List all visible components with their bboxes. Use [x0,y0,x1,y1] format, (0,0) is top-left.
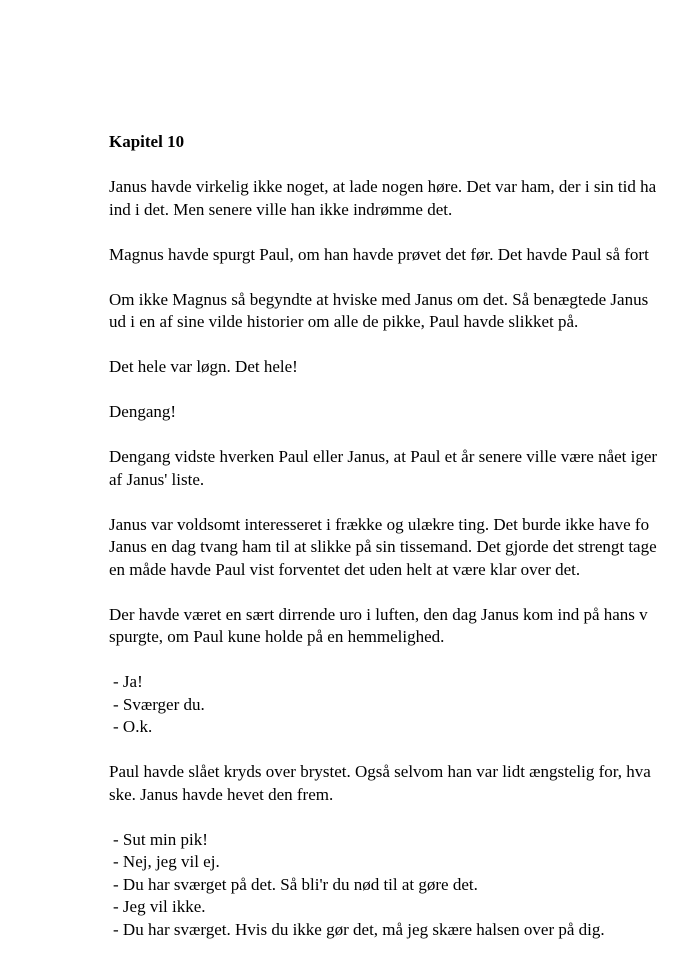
dialogue-line: - Ja! [113,672,143,691]
document-body [109,131,680,963]
chapter-title: Kapitel 10 [109,132,185,151]
text-line: Dengang vidste hverken Paul eller Janus, at Paul et år senere ville være nået iger [109,447,658,466]
text-line: Dengang! [109,402,177,421]
dialogue-line: - Sværger du. [113,694,205,714]
text-line: af Janus' liste. [109,469,205,489]
dialogue-line: - Du har sværget på det. Så bli'r du nød til at gøre det. [113,874,478,894]
paragraph [109,176,680,221]
paragraph [109,514,680,582]
text-line: ind i det. Men senere ville han ikke indrømme det. [109,199,453,219]
text-line: Janus en dag tvang ham til at slikke på sin tissemand. Det gjorde det strengt tage [109,537,657,556]
text-line: spurgte, om Paul kune holde på en hemmelighed. [109,627,445,646]
paragraph [109,401,680,424]
text-line: ske. Janus havde hevet den frem. [109,784,334,804]
text-line: Der havde været en sært dirrende uro i luften, den dag Janus kom ind på hans v [109,604,648,624]
text-line: Magnus havde spurgt Paul, om han havde prøvet det før. Det havde Paul så fort [109,244,649,264]
dialogue-line: - Du har sværget. Hvis du ikke gør det, må jeg skære halsen over på dig. [113,919,605,939]
text-line: ud i en af sine vilde historier om alle de pikke, Paul havde slikket på. [109,312,579,331]
dialogue-line: - Jeg vil ikke. [113,897,206,916]
text-line: Janus var voldsomt interesseret i frække og ulækre ting. Det burde ikke have fo [109,514,650,534]
paragraph [109,604,680,649]
text-line: Janus havde virkelig ikke noget, at lade nogen høre. Det var ham, der i sin tid ha [109,177,657,196]
paragraph [109,446,680,491]
dialogue-line: - Nej, jeg vil ej. [113,852,220,871]
paragraph [109,289,680,334]
text-line: Det hele var løgn. Det hele! [109,357,298,376]
dialogue-block [109,671,680,739]
paragraph [109,761,680,806]
dialogue-line: - O.k. [113,717,153,736]
text-line: Om ikke Magnus så begyndte at hviske med Janus om det. Så benægtede Janus [109,289,649,309]
text-line: Paul havde slået kryds over brystet. Også selvom han var lidt ængstelig for, hva [109,762,651,781]
dialogue-line: - Sut min pik! [113,829,208,849]
dialogue-block [109,829,680,942]
text-line: en måde havde Paul vist forventet det uden helt at være klar over det. [109,559,581,579]
paragraph [109,244,680,267]
paragraph [109,356,680,379]
